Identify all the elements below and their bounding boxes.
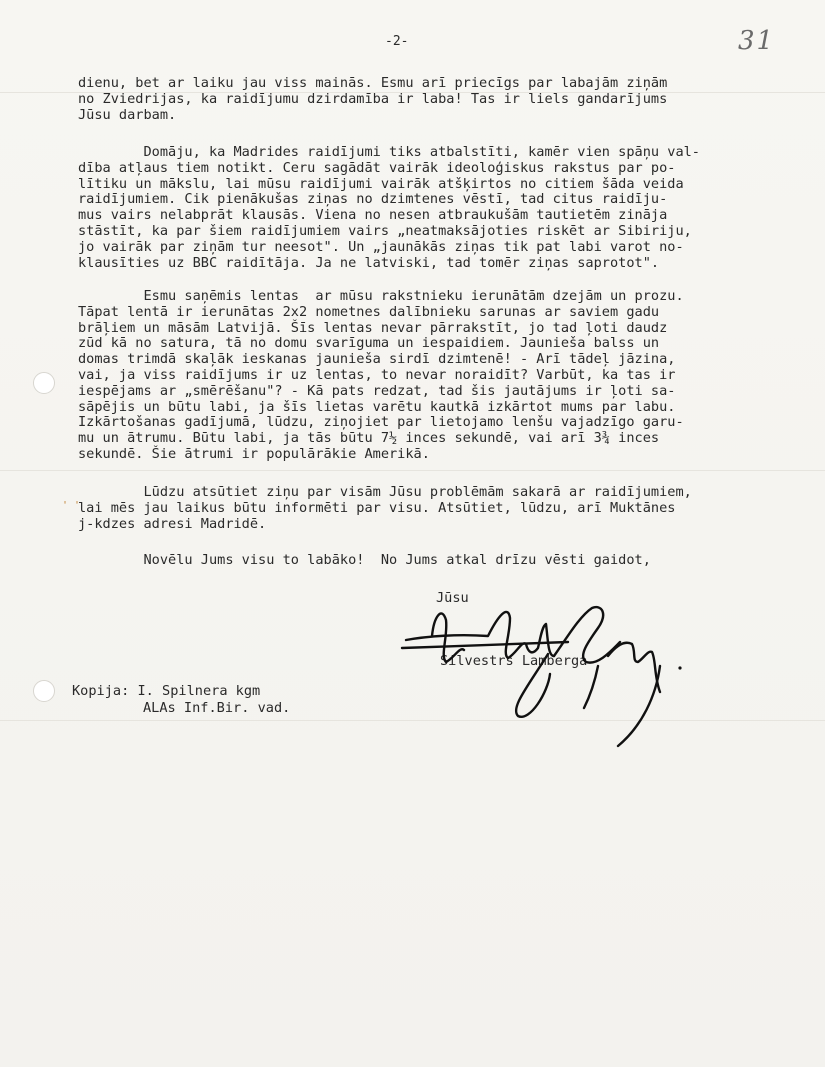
punch-hole: [33, 372, 55, 394]
paragraph-3: Esmu saņēmis lentas ar mūsu rakstnieku ierunātām dzejām un prozu. Tāpat lentā ir ierunātas 2x2 nometnes dalībnieku sarunas ar saviem gadu brāļiem un māsām Latvijā. Šīs lentas nevar pārrakstīt, jo tad ļoti daudz zūd kā no satura, tā no domu svarīguma un iespaidiem. Jaunieša balss un domas trimdā skaļāk ieskanas jaunieša sirdī dzimtenē! - Arī tādeļ jāzina, vai, ja viss raidījums ir uz lentas, to nevar noraidīt? Varbūt, ka tas ir iespējams ar „smērēšanu"? - Kā pats redzat, tad šis jautājums ir ļoti sa- sāpējis un būtu labi, ja šīs lietas varētu kautkā izkārtot mums par labu. Izkārtošanas gadījumā, lūdzu, ziņojiet par lietojamo lenšu vajadzīgo garu- mu un ātrumu. Būtu labi, ja tās būtu 7½ inces sekundē, vai arī 3¾ inces sekundē. Šie ātrumi ir populārākie Amerikā.: [78, 288, 684, 462]
paragraph-2: Domāju, ka Madrides raidījumi tiks atbalstīti, kamēr vien spāņu val- dība atļaus tiem notikt. Ceru sagādāt vairāk ideoloģiskus rakstus par po- lītiku un mākslu, lai mūsu raidījumi vairāk atšķirtos no citiem šāda veida raidījumiem. Cik pienākušas ziņas no dzimtenes vēstī, tad citus raidīju- mus vairs nelabprāt klausās. Viena no nesen atbraukušām tautietēm zināja stāstīt, ka par šiem raidījumiem vairs „neatmaksājoties riskēt ar Sibiriju, jo vairāk par ziņām tur neesot". Un „jaunākās ziņas tik pat labi varot no- klausīties uz BBC raidītāja. Ja ne latviski, tad tomēr ziņas saprotot".: [78, 144, 700, 271]
paper-fold-line: [0, 470, 825, 471]
page-number: -2-: [385, 34, 409, 49]
paragraph-5: Novēlu Jums visu to labāko! No Jums atkal drīzu vēsti gaidot,: [78, 552, 651, 568]
punch-hole: [33, 680, 55, 702]
signer-name: Silvestrs Lamberga: [440, 653, 588, 669]
copy-recipient: Kopija: I. Spilnera kgm: [72, 683, 261, 699]
closing: Jūsu: [436, 590, 469, 606]
archive-number: 31: [738, 26, 776, 56]
paragraph-1: dienu, bet ar laiku jau viss mainās. Esmu arī priecīgs par labajām ziņām no Zviedrijas, ka raidījumu dzirdamība ir laba! Tas ir liels gandarījums Jūsu darbam.: [78, 75, 668, 123]
paragraph-4: Lūdzu atsūtiet ziņu par visām Jūsu problēmām sakarā ar raidījumiem, lai mēs jau laikus būtu informēti par visu. Atsūtiet, lūdzu, arī Muktānes j-kdzes adresi Madridē.: [78, 484, 692, 532]
copy-recipient-title: ALAs Inf.Bir. vad.: [143, 700, 291, 716]
margin-marks: ' ': [62, 500, 81, 511]
handwritten-signature: [398, 596, 698, 756]
